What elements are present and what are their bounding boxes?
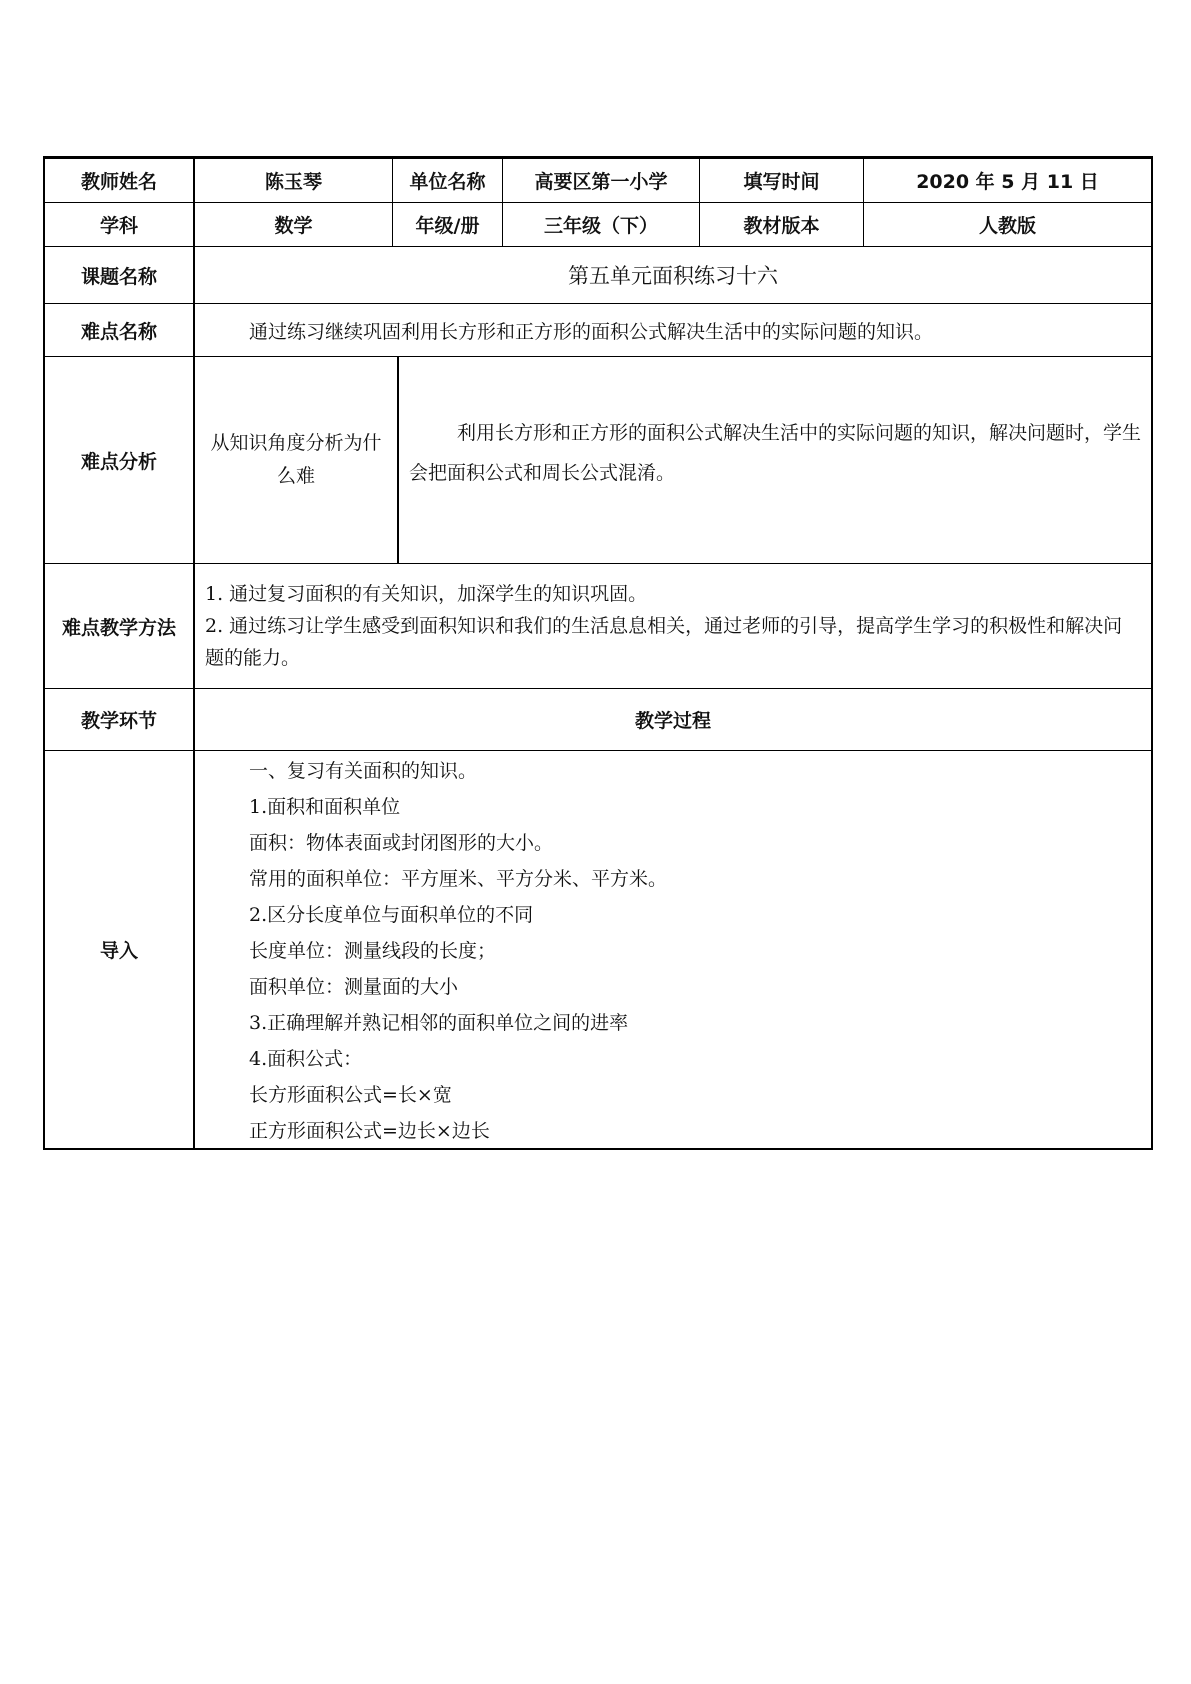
intro-line: 长度单位：测量线段的长度； xyxy=(249,940,497,962)
edition-value: 人教版 xyxy=(978,215,1036,237)
unit-label: 单位名称 xyxy=(393,159,503,202)
subject-value: 数学 xyxy=(195,203,393,246)
difficulty-row xyxy=(43,304,1153,357)
header-row-2 xyxy=(43,203,1153,247)
analysis-sub-label: 从知识角度分析为什么难 xyxy=(195,357,399,563)
fill-date: 2020 年 5 月 11 日 xyxy=(916,171,1099,193)
intro-line: 4.面积公式： xyxy=(249,1048,363,1070)
method-item: 1. 通过复习面积的有关知识，加深学生的知识巩固。 xyxy=(205,583,648,605)
teacher-name: 陈玉琴 xyxy=(195,159,393,202)
intro-label: 导入 xyxy=(45,751,195,1148)
intro-line: 面积：物体表面或封闭图形的大小。 xyxy=(249,832,554,854)
intro-line: 面积单位：测量面的大小 xyxy=(249,976,459,998)
methods-label: 难点教学方法 xyxy=(45,564,195,688)
topic-label: 课题名称 xyxy=(45,247,195,303)
methods-row xyxy=(43,564,1153,689)
intro-row xyxy=(43,751,1153,1150)
process-label: 教学过程 xyxy=(634,710,711,732)
unit-name: 高要区第一小学 xyxy=(503,159,700,202)
stage-label: 教学环节 xyxy=(45,689,195,750)
analysis-text: 利用长方形和正方形的面积公式解决生活中的实际问题的知识，解决问题时，学生会把面积公式和周长公式混淆。 xyxy=(409,422,1142,484)
edition-label: 教材版本 xyxy=(700,203,864,246)
intro-line: 2.区分长度单位与面积单位的不同 xyxy=(249,904,534,926)
intro-line: 1.面积和面积单位 xyxy=(249,796,401,818)
time-label: 填写时间 xyxy=(700,159,864,202)
intro-line: 正方形面积公式=边长×边长 xyxy=(249,1120,490,1142)
difficulty-label: 难点名称 xyxy=(45,304,195,356)
subject-label: 学科 xyxy=(45,203,195,246)
intro-line: 常用的面积单位：平方厘米、平方分米、平方米。 xyxy=(249,868,668,890)
header-row-1 xyxy=(43,156,1153,203)
intro-line: 长方形面积公式=长×宽 xyxy=(249,1084,452,1106)
analysis-row xyxy=(43,357,1153,564)
topic-value: 第五单元面积练习十六 xyxy=(568,264,778,288)
difficulty-value: 通过练习继续巩固利用长方形和正方形的面积公式解决生活中的实际问题的知识。 xyxy=(249,320,934,343)
grade-value: 三年级（下） xyxy=(503,203,700,246)
topic-row xyxy=(43,247,1153,304)
grade-label: 年级/册 xyxy=(393,203,503,246)
method-item: 2. 通过练习让学生感受到面积知识和我们的生活息息相关，通过老师的引导，提高学生学习的积极性和解决问题的能力。 xyxy=(205,615,1123,669)
teacher-label: 教师姓名 xyxy=(45,159,195,202)
process-header-row xyxy=(43,689,1153,751)
intro-line: 3.正确理解并熟记相邻的面积单位之间的进率 xyxy=(249,1012,629,1034)
lesson-plan-table xyxy=(43,156,1153,1150)
intro-content xyxy=(195,751,1151,1148)
intro-line: 一、复习有关面积的知识。 xyxy=(249,760,478,782)
methods-list xyxy=(195,564,1151,688)
analysis-label: 难点分析 xyxy=(45,357,195,563)
